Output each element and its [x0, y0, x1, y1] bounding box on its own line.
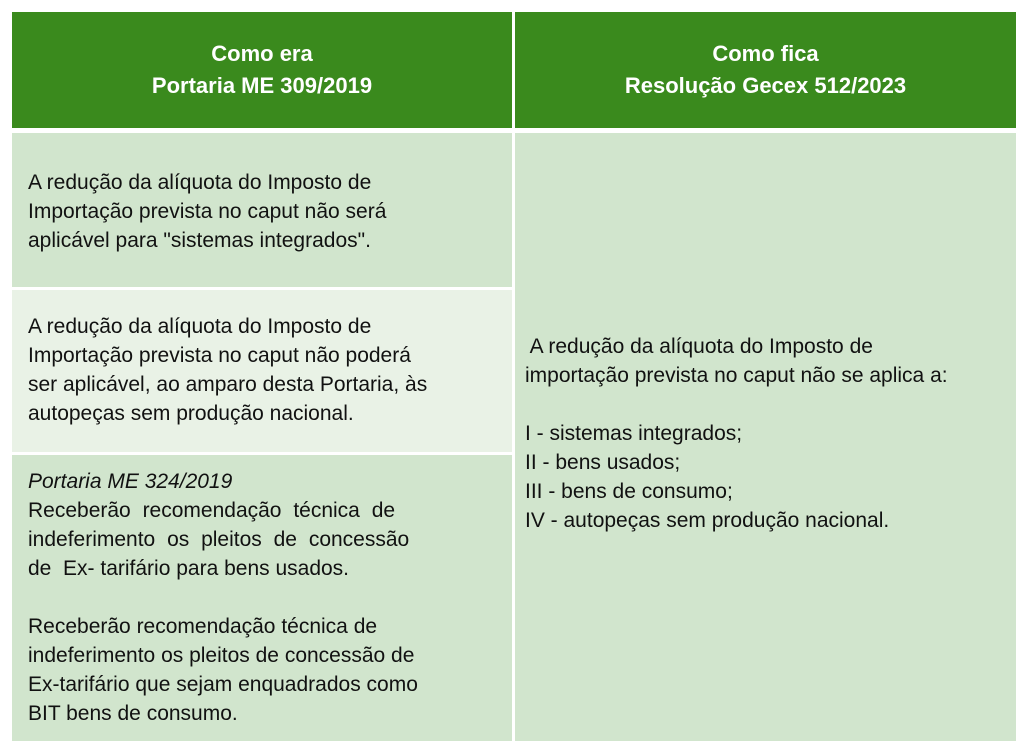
cell-autopecas — [12, 290, 512, 452]
cell-resolucao-gecex — [515, 133, 1016, 741]
text-line: indeferimento os pleitos de concessão de — [28, 644, 415, 667]
text-line: Receberão recomendação técnica de — [28, 615, 378, 638]
header-title: Como era — [211, 41, 313, 66]
text-line: A redução da alíquota do Imposto de — [28, 171, 372, 194]
text-line: Importação prevista no caput não poderá — [28, 344, 411, 367]
text-line: indeferimento os pleitos de concessão — [28, 528, 410, 551]
text-line: importação prevista no caput não se aplica a: — [525, 364, 948, 387]
text-line: BIT bens de consumo. — [28, 702, 238, 725]
header-como-fica — [515, 12, 1016, 128]
comparison-table — [12, 12, 1016, 741]
header-subtitle: Resolução Gecex 512/2023 — [624, 73, 907, 98]
list-item: I - sistemas integrados; — [525, 422, 743, 445]
text-line: Ex-tarifário que sejam enquadrados como — [28, 673, 418, 696]
cell-portaria-324 — [12, 455, 512, 741]
text-line: Importação prevista no caput não será — [28, 200, 387, 223]
text-line: de Ex- tarifário para bens usados. — [28, 557, 350, 580]
paragraph-gap — [28, 583, 498, 612]
list-item: III - bens de consumo; — [525, 480, 733, 503]
text-line: A redução da alíquota do Imposto de — [28, 315, 372, 338]
cell-sistemas-integrados — [12, 133, 512, 287]
list-item: II - bens usados; — [525, 451, 681, 474]
header-subtitle: Portaria ME 309/2019 — [151, 73, 373, 98]
text-line: A redução da alíquota do Imposto de — [525, 335, 873, 358]
header-como-era — [12, 12, 512, 128]
list-item: IV - autopeças sem produção nacional. — [525, 509, 890, 532]
text-line: aplicável para "sistemas integrados". — [28, 229, 371, 252]
text-line: Receberão recomendação técnica de — [28, 499, 396, 522]
header-title: Como fica — [712, 41, 819, 66]
paragraph-gap — [525, 390, 1006, 419]
text-line: autopeças sem produção nacional. — [28, 402, 354, 425]
source-label: Portaria ME 324/2019 — [28, 470, 233, 493]
text-line: ser aplicável, ao amparo desta Portaria, às — [28, 373, 428, 396]
